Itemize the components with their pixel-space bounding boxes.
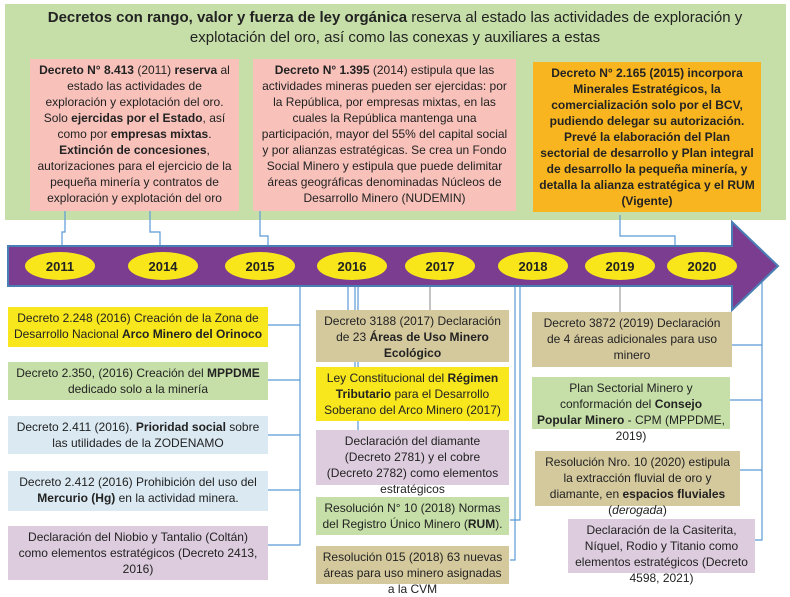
text-segment: ). (495, 517, 503, 531)
card-decreto-3872 (532, 312, 732, 367)
card-decreto-2412-text (19, 475, 256, 505)
card-resolucion-10-2018 (316, 497, 509, 535)
text-segment: empresas mixtas (110, 127, 209, 141)
year-2015-label: 2015 (245, 258, 275, 274)
year-2015-pill (225, 252, 295, 280)
text-segment: Decreto 3188 (2017) Declaración de 23 (324, 314, 501, 344)
card-decreto-2412 (8, 471, 268, 511)
text-segment: Decreto 2.350, (2016) Creación del (16, 366, 208, 380)
header-title-rest: reserva al estado las actividades de exploración y explotación del oro, así como las conexas y auxiliares a estas (189, 9, 743, 46)
card-decreto-8413 (30, 59, 239, 211)
text-segment: Declaración del diamante (Decreto 2781) y el cobre (Decreto 2782) como elementos estratégicos (326, 434, 499, 496)
card-decreto-2413 (8, 526, 268, 580)
text-segment: ( (608, 503, 613, 517)
card-decreto-2411-text (17, 420, 260, 450)
text-segment: Arco Minero del Orinoco (122, 327, 263, 341)
year-2018-pill (498, 252, 568, 280)
text-segment: Resolución Nro. 10 (2020) estipula la extracción fluvial de oro y diamante, en (545, 455, 730, 501)
card-decreto-1395 (253, 59, 516, 211)
year-2016-label: 2016 (337, 258, 367, 274)
text-segment: Resolución N° 10 (2018) Normas del Registro Único Minero ( (322, 501, 501, 531)
card-decreto-2413-text (19, 530, 258, 576)
text-segment: ) (662, 503, 667, 517)
text-segment: , autorizaciones para el ejercicio de la pequeña minería y contratos de exploración y explotación del oro (37, 143, 232, 205)
year-2016-pill (317, 252, 387, 280)
text-segment: Declaración del Niobio y Tantalio (Coltán) como elementos estratégicos (Decreto 2413, 2016) (18, 530, 258, 576)
text-segment: derogada (612, 503, 663, 517)
card-ley-regimen-tributario-text (324, 371, 501, 417)
card-decreto-3188 (316, 310, 509, 362)
text-segment: dedicado solo a la minería (67, 382, 209, 396)
card-declaracion-diamante (316, 430, 509, 496)
text-segment: Ley Constitucional del (326, 371, 448, 385)
card-decreto-3188-text (324, 314, 501, 360)
year-2018-label: 2018 (518, 258, 548, 274)
year-2020-label: 2020 (687, 258, 717, 274)
card-resolucion-10-2020 (535, 451, 740, 517)
year-2014-pill (128, 252, 198, 280)
card-decreto-2248 (8, 307, 268, 347)
year-2017-label: 2017 (425, 258, 455, 274)
text-segment: - CPM (MPPDME, 2019) (615, 413, 726, 443)
text-segment: Decreto 2.248 (2016) Creación de la Zona de Desarrollo Nacional (13, 311, 259, 341)
text-segment: (2011) (133, 63, 175, 77)
text-segment: (2014) estipula que las actividades mineras pueden ser ejercidas: por la República, por empresas mixtas, en las cuales la República mantenga una participación, mayor del 55% del capital social y por alianzas estratégicas. Se crea un Fondo Social Minero y estipula que puede delimitar áreas geográficas denominadas Núcleos de Desarrollo Minero (NUDEMIN) (261, 63, 508, 205)
text-segment: Extinción de concesiones (59, 143, 207, 157)
card-plan-sectorial-minero (532, 377, 730, 443)
header-title-bold: Decretos con rango, valor y fuerza de ley orgánica (47, 9, 408, 26)
card-ley-regimen-tributario (316, 367, 509, 421)
card-decreto-2165 (533, 62, 761, 212)
card-decreto-2350 (8, 362, 268, 400)
text-segment: ejercidas por el Estado (71, 111, 203, 125)
text-segment: Decreto 3872 (2019) Declaración de 4 áreas adicionales para uso minero (543, 316, 721, 362)
text-segment: Plan Sectorial Minero y conformación del (559, 381, 693, 411)
year-2019-pill (585, 252, 655, 280)
text-segment: Áreas de Uso Minero Ecológico (369, 330, 489, 360)
text-segment: Prioridad social (135, 420, 226, 434)
text-segment: para el Desarrollo Soberano del Arco Minero (2017) (324, 387, 501, 417)
text-segment: Decreto N° 8.413 (39, 63, 134, 77)
text-segment: al estado las actividades de exploración y explotación del oro. Solo (43, 63, 230, 125)
card-decreto-2350-text (16, 366, 259, 396)
text-segment: Consejo Popular Minero (537, 397, 703, 427)
text-segment: RUM (467, 517, 496, 531)
card-decreto-2411 (8, 416, 268, 454)
year-2019-label: 2019 (605, 258, 635, 274)
text-segment: Resolución 015 (2018) 63 nuevas áreas para uso minero asignadas a la CVM (322, 550, 503, 596)
text-segment: espacios fluviales (622, 487, 726, 501)
text-segment: en la actividad minera. (115, 491, 239, 505)
text-segment: Declaración de la Casiterita, Níquel, Rodio y Titanio como elementos estratégicos (Decreto 4598, 2021) (575, 523, 748, 585)
card-decreto-2248-text (14, 311, 262, 341)
text-segment: . (208, 127, 212, 141)
text-segment: (2015) incorpora Minerales Estratégicos, la comercialización solo por el BCV, pudiendo delegar su autorización. Prevé la elaboración del Plan sectorial de desarrollo y Plan integral de desarrollo la pequeña minería, y detalla la alianza estratégica y el RUM (Vigente) (539, 66, 755, 208)
text-segment: Decreto 2.412 (2016) Prohibición del uso del (19, 475, 257, 489)
year-2011-label: 2011 (45, 258, 75, 274)
text-segment: Mercurio (Hg) (37, 491, 116, 505)
text-segment: , así como por (57, 111, 226, 141)
card-decreto-2165-text (539, 66, 754, 208)
card-resolucion-015-2018 (316, 546, 509, 596)
card-decreto-3872-text (544, 316, 721, 362)
card-decreto-4598 (568, 519, 755, 585)
year-2014-label: 2014 (148, 258, 178, 274)
text-segment: Decreto N° 2.165 (551, 66, 647, 80)
text-segment: Régimen Tributario (335, 371, 499, 401)
year-2011-pill (25, 252, 95, 280)
year-2017-pill (405, 252, 475, 280)
text-segment: reserva (174, 63, 218, 77)
year-2020-pill (667, 252, 737, 280)
timeline-arrow (8, 222, 778, 310)
text-segment: MPPDME (207, 366, 260, 380)
card-decreto-8413-text (37, 63, 231, 205)
text-segment: sobre las utilidades de la ZODENAMO (52, 420, 260, 450)
card-decreto-1395-text (262, 63, 507, 205)
text-segment: Decreto 2.411 (2016). (16, 420, 136, 434)
card-resolucion-10-2018-text (322, 501, 502, 531)
text-segment: Decreto N° 1.395 (274, 63, 370, 77)
